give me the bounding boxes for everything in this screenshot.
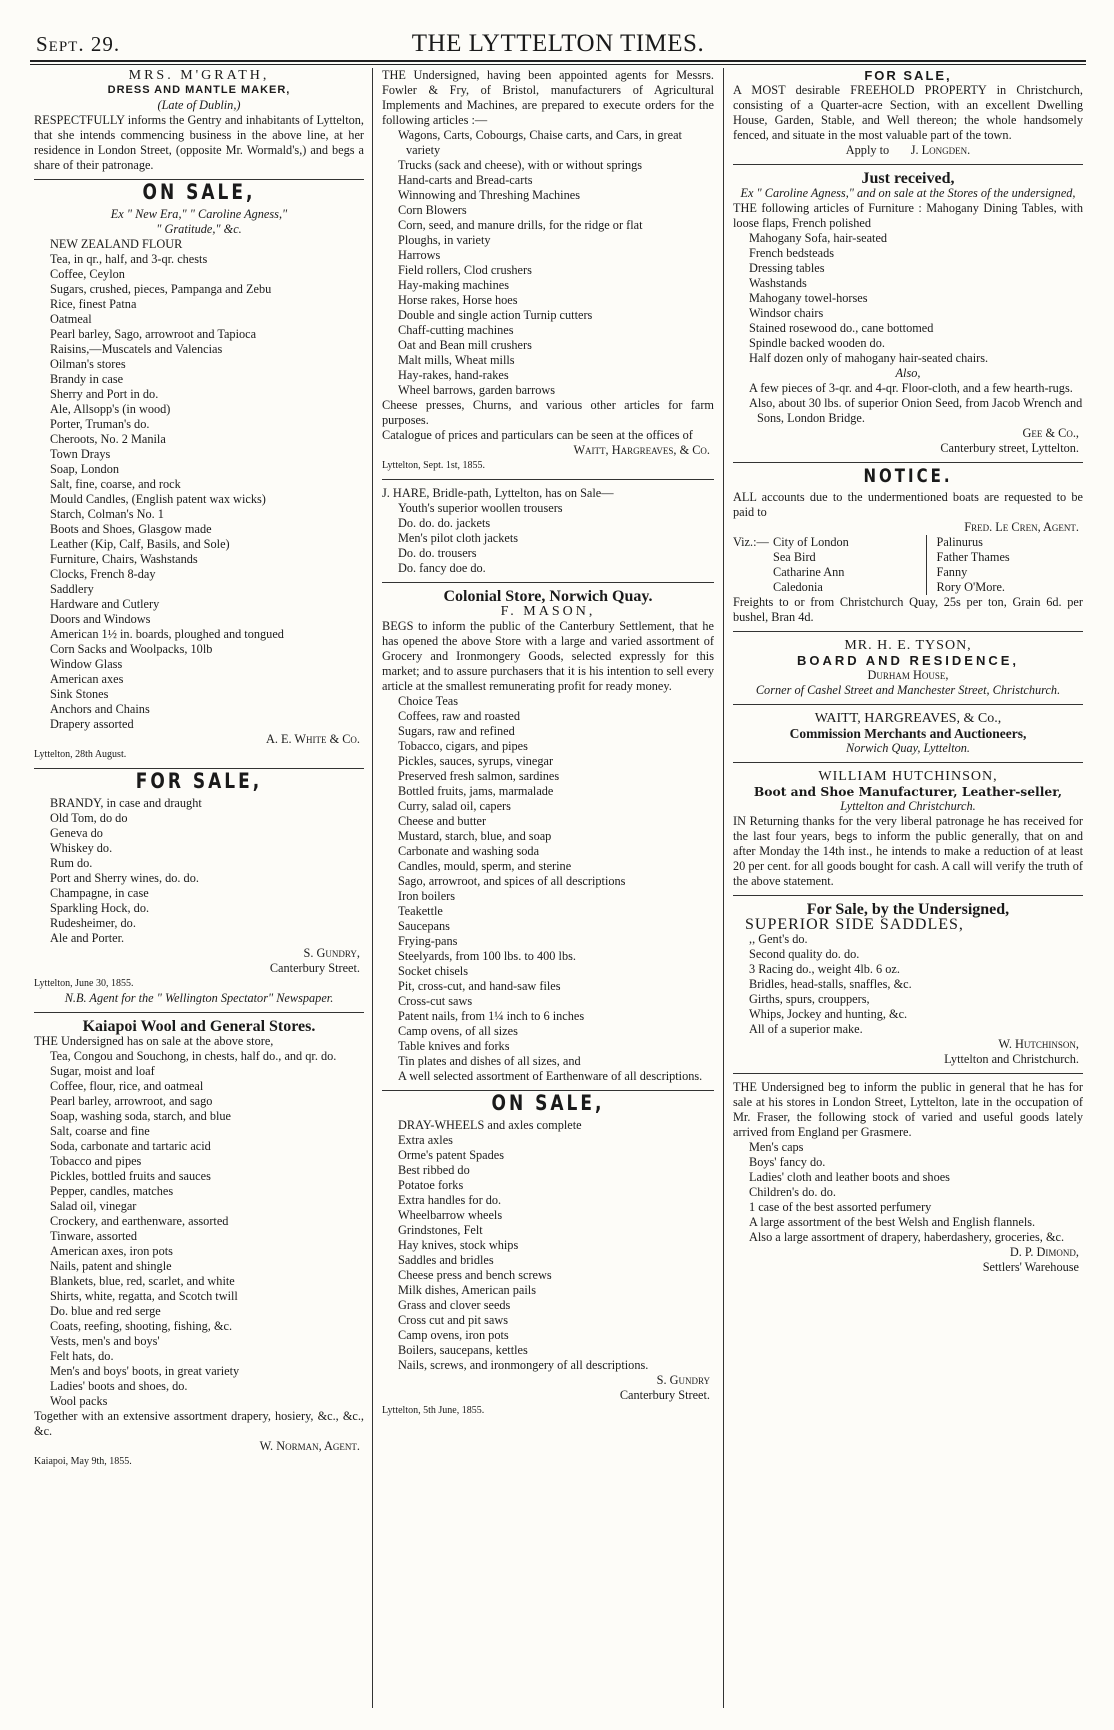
ad-heading: Colonial Store, Norwich Quay. (443, 588, 653, 605)
list-item: Whiskey do. (50, 841, 113, 855)
list-item: Extra handles for do. (398, 1193, 502, 1207)
list-item: 1 case of the best assorted perfumery (749, 1200, 932, 1214)
divider (733, 462, 1083, 463)
list-item: Vests, men's and boys' (50, 1334, 160, 1348)
list-item: Raisins,—Muscatels and Valencias (50, 342, 223, 356)
house-name: Durham House, (867, 668, 949, 682)
list-item: Steelyards, from 100 lbs. to 400 lbs. (398, 949, 576, 963)
list-item: Sparkling Hock, do. (50, 901, 150, 915)
list-item: Table knives and forks (398, 1039, 510, 1053)
boat-name: Sea Bird (773, 550, 816, 564)
list-item: Ale and Porter. (50, 931, 125, 945)
list-item: A few pieces of 3-qr. and 4-qr. Floor-cloth, and a few hearth-rugs. (749, 381, 1073, 395)
list-item: American axes, iron pots (50, 1244, 173, 1258)
list-item: Saucepans (398, 919, 450, 933)
list-item: Anchors and Chains (50, 702, 150, 716)
list-item: Ale, Allsopp's (in wood) (50, 402, 171, 416)
list-item: Geneva do (50, 826, 103, 840)
saddles-ad (733, 902, 1083, 1067)
boat-name: Father Thames (936, 550, 1010, 564)
list-item: Pepper, candles, matches (50, 1184, 174, 1198)
list-item: Corn Sacks and Woolpacks, 10lb (50, 642, 213, 656)
list-item: Mahogany Sofa, hair-seated (749, 231, 888, 245)
signature: S. Gundry, (303, 946, 360, 960)
list-item: Wheel barrows, garden barrows (398, 383, 556, 397)
list-item: Window Glass (50, 657, 123, 671)
ad-closing: Together with an extensive assortment drapery, hosiery, &c., &c., &c. (34, 1409, 364, 1438)
column-3 (733, 68, 1083, 1708)
list-item: Corn Blowers (398, 203, 467, 217)
list-item: Youth's superior woollen trousers (398, 501, 563, 515)
list-item: Old Tom, do do (50, 811, 128, 825)
list-item: Cross-cut saws (398, 994, 473, 1008)
list-item: Tinware, assorted (50, 1229, 137, 1243)
ad-body: RESPECTFULLY informs the Gentry and inhabitants of Lyttelton, that she intends commencing business in the above line, at her residence in London Street, (opposite Mr. Wormald's,) and begs a share of their patronage. (34, 113, 364, 172)
ad-intro: THE Undersigned, having been appointed agents for Messrs. Fowler & Fry, of Bristol, manufacturers of Agricultural Implements and Machines, are prepared to execute orders for the following articles :— (382, 68, 714, 127)
list-item: Tin plates and dishes of all sizes, and (398, 1054, 581, 1068)
waitt-implements-ad (382, 68, 714, 473)
list-item: Pit, cross-cut, and hand-saw files (398, 979, 561, 993)
mason-ad (382, 589, 714, 1084)
list-item: French bedsteads (749, 246, 835, 260)
signature: W. Hutchinson, (998, 1037, 1079, 1051)
signature: S. Gundry (656, 1373, 710, 1387)
list-item: Horse rakes, Horse hoes (398, 293, 518, 307)
origin-line: (Late of Dublin,) (157, 98, 241, 112)
list-item: Pickles, bottled fruits and sauces (50, 1169, 211, 1183)
list-item: A large assortment of the best Welsh and English flannels. (749, 1215, 1036, 1229)
boat-name: Rory O'More. (936, 580, 1005, 594)
goods-list (733, 381, 1083, 426)
list-item: Potatoe forks (398, 1178, 464, 1192)
list-item: Hardware and Cutlery (50, 597, 160, 611)
list-item: Sugars, raw and refined (398, 724, 515, 738)
goods-list (733, 932, 1083, 1037)
list-item: Malt mills, Wheat mills (398, 353, 515, 367)
goods-list (733, 231, 1083, 366)
column-divider (723, 68, 724, 1708)
list-item: Camp ovens, iron pots (398, 1328, 509, 1342)
signature-address: Canterbury Street. (619, 1388, 710, 1402)
trade-line: DRESS AND MANTLE MAKER, (107, 84, 291, 96)
signature: Waitt, Hargreaves, & Co. (573, 443, 710, 457)
ad-body: A MOST desirable FREEHOLD PROPERTY in Christchurch, consisting of a Quarter-acre Section, with an excellent Dwelling House, Garden, Stable, and Well thereon; the whole handsomely fenced, and situate in the most valuable part of the town. (733, 83, 1083, 142)
list-item: Boys' fancy do. (749, 1155, 826, 1169)
list-item: Whips, Jockey and hunting, &c. (749, 1007, 908, 1021)
list-item: Men's pilot cloth jackets (398, 531, 519, 545)
list-item: Hay-making machines (398, 278, 509, 292)
signature: Fred. Le Cren, Agent. (964, 520, 1079, 534)
ad-heading: ON SALE, (491, 1091, 605, 1117)
list-item: A well selected assortment of Earthenware of all descriptions. (398, 1069, 703, 1083)
list-item: Corn, seed, and manure drills, for the ridge or flat (398, 218, 643, 232)
list-item: Extra axles (398, 1133, 453, 1147)
divider (733, 704, 1083, 705)
list-item: Sherry and Port in do. (50, 387, 159, 401)
hutchinson-ad (733, 769, 1083, 889)
boat-name: Caledonia (773, 580, 823, 594)
boat-name: Fanny (936, 565, 968, 579)
list-item: Champagne, in case (50, 886, 149, 900)
list-item: Teakettle (398, 904, 443, 918)
advertiser-name: MRS. M'GRATH, (128, 68, 270, 83)
list-item: Coffee, Ceylon (50, 267, 125, 281)
list-item: Soda, carbonate and tartaric acid (50, 1139, 211, 1153)
list-item: Cross cut and pit saws (398, 1313, 508, 1327)
list-item: Candles, mould, sperm, and sterine (398, 859, 572, 873)
column-2 (382, 68, 714, 1708)
gundry-hardware-ad (382, 1091, 714, 1418)
list-item: Tobacco, cigars, and pipes (398, 739, 528, 753)
list-item: Choice Teas (398, 694, 459, 708)
newspaper-title: THE LYTTELTON TIMES. (411, 30, 705, 57)
goods-list (382, 501, 714, 576)
list-item: Stained rosewood do., cane bottomed (749, 321, 934, 335)
list-item: American axes (50, 672, 124, 686)
list-item: Windsor chairs (749, 306, 824, 320)
list-item: Starch, Colman's No. 1 (50, 507, 164, 521)
list-item: Grass and clover seeds (398, 1298, 511, 1312)
list-item: Field rollers, Clod crushers (398, 263, 532, 277)
list-item: Hand-carts and Bread-carts (398, 173, 533, 187)
hare-ad (382, 486, 714, 576)
list-item: Ladies' cloth and leather boots and shoes (749, 1170, 950, 1184)
dimond-ad (733, 1080, 1083, 1275)
list-item: Tea, in qr., half, and 3-qr. chests (50, 252, 208, 266)
columns (30, 68, 1086, 1708)
goods-list (382, 128, 714, 398)
list-item: Brandy in case (50, 372, 124, 386)
list-item: Saddles and bridles (398, 1253, 494, 1267)
list-item: Oilman's stores (50, 357, 126, 371)
also-label: Also, (895, 366, 921, 380)
goods-list (382, 694, 714, 1084)
goods-list (382, 1118, 714, 1373)
list-item: Cheroots, No. 2 Manila (50, 432, 166, 446)
lecren-notice (733, 464, 1083, 625)
waitt-auctioneers-ad (733, 711, 1083, 756)
longden-ad (733, 68, 1083, 158)
list-item: Wool packs (50, 1394, 108, 1408)
signature: A. E. White & Co. (265, 732, 360, 746)
list-item: Carbonate and washing soda (398, 844, 540, 858)
goods-list (34, 1049, 364, 1409)
norman-ad (34, 1019, 364, 1469)
viz-label: Viz.:— (733, 535, 769, 549)
gundry-spirits-ad (34, 769, 364, 1006)
issue-date: Sept. 29. (36, 32, 121, 56)
list-item: Ladies' boots and shoes, do. (50, 1379, 188, 1393)
newspaper-page (30, 26, 1086, 1716)
trade-line: Boot and Shoe Manufacturer, Leather-seller, (753, 784, 1063, 799)
signature-address: Settlers' Warehouse (982, 1260, 1079, 1274)
ad-intro: THE Undersigned has on sale at the above store, (34, 1034, 274, 1048)
list-item: Mustard, starch, blue, and soap (398, 829, 552, 843)
tyson-ad (733, 638, 1083, 698)
ad-body: ALL accounts due to the undermentioned boats are requested to be paid to (733, 490, 1083, 519)
list-item: DRAY-WHEELS and axles complete (398, 1118, 582, 1132)
list-item: Also, about 30 lbs. of superior Onion Seed, from Jacob Wrench and Sons, London Bridge. (749, 396, 1083, 425)
freights-note: Freights to or from Christchurch Quay, 25s per ton, Grain 6d. per bushel, Bran 4d. (733, 595, 1083, 624)
signature: J. Longden. (910, 143, 971, 157)
list-item: NEW ZEALAND FLOUR (50, 237, 183, 251)
advertiser-name: WILLIAM HUTCHINSON, (818, 769, 998, 784)
list-item: Furniture, Chairs, Washstands (50, 552, 198, 566)
list-item: Iron boilers (398, 889, 456, 903)
list-item: Socket chisels (398, 964, 469, 978)
list-item: Leather (Kip, Calf, Basils, and Sole) (50, 537, 230, 551)
list-item: Trucks (sack and cheese), with or without springs (398, 158, 643, 172)
list-item: Coffee, flour, rice, and oatmeal (50, 1079, 204, 1093)
ad-body: IN Returning thanks for the very liberal patronage he has received for the last four years, begs to inform the public generally, that on and after Monday the 14th inst., he intends to make a reduction of at least 20 per cent. for all goods bought for cash. A call will verify the truth of the above statement. (733, 814, 1083, 888)
ad-date: Lyttelton, Sept. 1st, 1855. (382, 460, 486, 471)
ad-heading: FOR SALE, (135, 769, 263, 795)
white-ad (34, 180, 364, 762)
goods-list (733, 1140, 1083, 1245)
list-item: Boilers, saucepans, kettles (398, 1343, 528, 1357)
list-item: Salad oil, vinegar (50, 1199, 137, 1213)
ad-date: Kaiapoi, May 9th, 1855. (34, 1456, 132, 1467)
list-item: Do. blue and red serge (50, 1304, 161, 1318)
list-item: Mahogany towel-horses (749, 291, 868, 305)
divider (733, 895, 1083, 896)
list-item: Mould Candles, (English patent wax wicks) (50, 492, 266, 506)
goods-list (34, 237, 364, 732)
goods-list (34, 796, 364, 946)
list-item: Dressing tables (749, 261, 825, 275)
list-item: Drapery assorted (50, 717, 134, 731)
list-item: Pearl barley, Sago, arrowroot and Tapioca (50, 327, 257, 341)
list-item: Preserved fresh salmon, sardines (398, 769, 560, 783)
ad-heading: Just received, (861, 170, 955, 187)
apply-line (733, 143, 1083, 158)
list-item: Grindstones, Felt (398, 1223, 483, 1237)
list-item: Cheese press and bench screws (398, 1268, 552, 1282)
list-item: ,, Gent's do. (749, 932, 808, 946)
list-item: Doors and Windows (50, 612, 151, 626)
boats-left (773, 535, 927, 595)
ad-heading: ON SALE, (142, 180, 256, 206)
list-item: Harrows (398, 248, 441, 262)
list-item: Saddlery (50, 582, 94, 596)
ad-date: Lyttelton, 28th August. (34, 749, 127, 760)
boat-name: Palinurus (936, 535, 983, 549)
list-item: Double and single action Turnip cutters (398, 308, 593, 322)
list-item: Sugar, moist and loaf (50, 1064, 155, 1078)
ad-intro: J. HARE, Bridle-path, Lyttelton, has on Sale— (382, 486, 614, 500)
list-item: Town Drays (50, 447, 111, 461)
ad-heading: For Sale, by the Undersigned, (806, 901, 1010, 918)
list-item: Coats, reefing, shooting, fishing, &c. (50, 1319, 233, 1333)
list-item: Washstands (749, 276, 807, 290)
list-item: Spindle backed wooden do. (749, 336, 885, 350)
ship-names: Ex " Caroline Agness," and on sale at the Stores of the undersigned, (740, 186, 1076, 200)
list-item: Pearl barley, arrowroot, and sago (50, 1094, 213, 1108)
ship-names: Ex " New Era," " Caroline Agness," (110, 207, 288, 221)
list-item: Camp ovens, of all sizes (398, 1024, 518, 1038)
boats-right (927, 535, 1084, 595)
trade-line: Commission Merchants and Auctioneers, (789, 726, 1027, 741)
list-item: Soap, London (50, 462, 119, 476)
ad-intro: THE following articles of Furniture : Mahogany Dining Tables, with loose flaps, French polished (733, 201, 1083, 230)
list-item: Chaff-cutting machines (398, 323, 514, 337)
list-item: Orme's patent Spades (398, 1148, 505, 1162)
divider (733, 1073, 1083, 1074)
boat-name: City of London (773, 535, 849, 549)
boats-columns (773, 535, 1083, 595)
column-1 (34, 68, 364, 1708)
signature: Gee & Co., (1022, 426, 1079, 440)
list-item: Felt hats, do. (50, 1349, 114, 1363)
list-item: Men's and boys' boots, in great variety (50, 1364, 240, 1378)
boats-table (733, 535, 1083, 595)
list-item: Also a large assortment of drapery, haberdashery, groceries, &c. (749, 1230, 1065, 1244)
divider (733, 762, 1083, 763)
divider (733, 631, 1083, 632)
ad-heading: Kaiapoi Wool and General Stores. (82, 1018, 316, 1035)
list-item: Half dozen only of mahogany hair-seated chairs. (749, 351, 989, 365)
signature-address: Canterbury Street. (269, 961, 360, 975)
boat-name: Catharine Ann (773, 565, 845, 579)
list-item: Frying-pans (398, 934, 458, 948)
trade-line: BOARD AND RESIDENCE, (796, 653, 1020, 668)
ad-date: Lyttelton, 5th June, 1855. (382, 1405, 485, 1416)
list-item: BRANDY, in case and draught (50, 796, 202, 810)
list-item: Clocks, French 8-day (50, 567, 156, 581)
list-item: Sink Stones (50, 687, 109, 701)
address-line: Lyttelton and Christchurch. (840, 799, 976, 813)
list-item: Tobacco and pipes (50, 1154, 142, 1168)
list-item: Coffees, raw and roasted (398, 709, 521, 723)
signature-address: Canterbury street, Lyttelton. (940, 441, 1079, 455)
advertiser-name: F. MASON, (500, 604, 596, 619)
gee-ad (733, 171, 1083, 456)
ad-heading: FOR SALE, (864, 68, 952, 83)
list-item: Cheese and butter (398, 814, 487, 828)
list-item: Bottled fruits, jams, marmalade (398, 784, 554, 798)
masthead (30, 26, 1086, 60)
list-item: Bridles, head-stalls, snaffles, &c. (749, 977, 912, 991)
list-item: All of a superior make. (749, 1022, 863, 1036)
list-item: Nails, screws, and ironmongery of all descriptions. (398, 1358, 649, 1372)
list-item: Ploughs, in variety (398, 233, 491, 247)
list-item: Blankets, blue, red, scarlet, and white (50, 1274, 235, 1288)
list-item: Hay knives, stock whips (398, 1238, 519, 1252)
masthead-rule (30, 60, 1086, 65)
list-item: Nails, patent and shingle (50, 1259, 172, 1273)
signature-address: Lyttelton and Christchurch. (944, 1052, 1079, 1066)
ad-extra: Cheese presses, Churns, and various other articles for farm purposes. (382, 398, 714, 427)
list-item: Wagons, Carts, Cobourgs, Chaise carts, and Cars, in great variety (398, 128, 682, 157)
ad-title: SUPERIOR SIDE SADDLES, (745, 916, 964, 933)
divider (382, 479, 714, 480)
ad-intro: BEGS to inform the public of the Canterbury Settlement, that he has opened the above Store with a large and varied assortment of Grocery and Ironmongery Goods, selected expressly for this market; and to assure purchasers that it is his intention to sell every article at the smallest remunerating profit for ready money. (382, 619, 714, 693)
list-item: Rice, finest Patna (50, 297, 137, 311)
list-item: Girths, spurs, crouppers, (749, 992, 870, 1006)
list-item: Winnowing and Threshing Machines (398, 188, 580, 202)
column-divider (372, 68, 373, 1708)
list-item: Do. do. trousers (398, 546, 477, 560)
list-item: Sago, arrowroot, and spices of all descriptions (398, 874, 626, 888)
list-item: Do. do. do. jackets (398, 516, 491, 530)
apply-label: Apply to (845, 143, 890, 157)
list-item: Salt, coarse and fine (50, 1124, 150, 1138)
list-item: American 1½ in. boards, ploughed and tongued (50, 627, 284, 641)
list-item: Men's caps (749, 1140, 804, 1154)
address-line: Corner of Cashel Street and Manchester Street, Christchurch. (755, 683, 1061, 697)
list-item: Milk dishes, American pails (398, 1283, 536, 1297)
list-item: Tea, Congou and Souchong, in chests, half do., and qr. do. (50, 1049, 337, 1063)
agent-note: N.B. Agent for the " Wellington Spectator" Newspaper. (64, 991, 334, 1005)
list-item: Rum do. (50, 856, 93, 870)
list-item: 3 Racing do., weight 4lb. 6 oz. (749, 962, 900, 976)
list-item: Boots and Shoes, Glasgow made (50, 522, 212, 536)
advertiser-name: MR. H. E. TYSON, (844, 638, 972, 653)
list-item: Children's do. do. (749, 1185, 836, 1199)
list-item: Soap, washing soda, starch, and blue (50, 1109, 232, 1123)
advertiser-name: WAITT, HARGREAVES, & Co., (814, 711, 1002, 726)
catalogue-note: Catalogue of prices and particulars can be seen at the offices of (382, 428, 693, 442)
mcgrath-ad (34, 68, 364, 173)
ship-names-2: " Gratitude," &c. (156, 222, 242, 236)
signature: W. Norman, Agent. (259, 1439, 360, 1453)
ad-intro: THE Undersigned beg to inform the public in general that he has for sale at his stores in London Street, Lyttelton, late in the occupation of Mr. Fraser, the following stock of varied and useful goods lately arrived from England per Grasmere. (733, 1080, 1083, 1139)
divider (34, 1012, 364, 1013)
list-item: Sugars, crushed, pieces, Pampanga and Zebu (50, 282, 272, 296)
list-item: Porter, Truman's do. (50, 417, 150, 431)
list-item: Crockery, and earthenware, assorted (50, 1214, 229, 1228)
list-item: Hay-rakes, hand-rakes (398, 368, 509, 382)
list-item: Best ribbed do (398, 1163, 470, 1177)
ad-date: Lyttelton, June 30, 1855. (34, 978, 134, 989)
address-line: Norwich Quay, Lyttelton. (846, 741, 970, 755)
list-item: Patent nails, from 1¼ inch to 6 inches (398, 1009, 585, 1023)
list-item: Wheelbarrow wheels (398, 1208, 503, 1222)
list-item: Oatmeal (50, 312, 92, 326)
list-item: Shirts, white, regatta, and Scotch twill (50, 1289, 238, 1303)
list-item: Salt, fine, coarse, and rock (50, 477, 181, 491)
divider (382, 582, 714, 583)
list-item: Rudesheimer, do. (50, 916, 136, 930)
list-item: Second quality do. do. (749, 947, 860, 961)
signature: D. P. Dimond, (1009, 1245, 1079, 1259)
list-item: Oat and Bean mill crushers (398, 338, 532, 352)
divider (733, 164, 1083, 165)
list-item: Do. fancy doe do. (398, 561, 486, 575)
list-item: Pickles, sauces, syrups, vinegar (398, 754, 554, 768)
list-item: Port and Sherry wines, do. do. (50, 871, 199, 885)
list-item: Curry, salad oil, capers (398, 799, 511, 813)
ad-heading: NOTICE. (863, 464, 953, 488)
